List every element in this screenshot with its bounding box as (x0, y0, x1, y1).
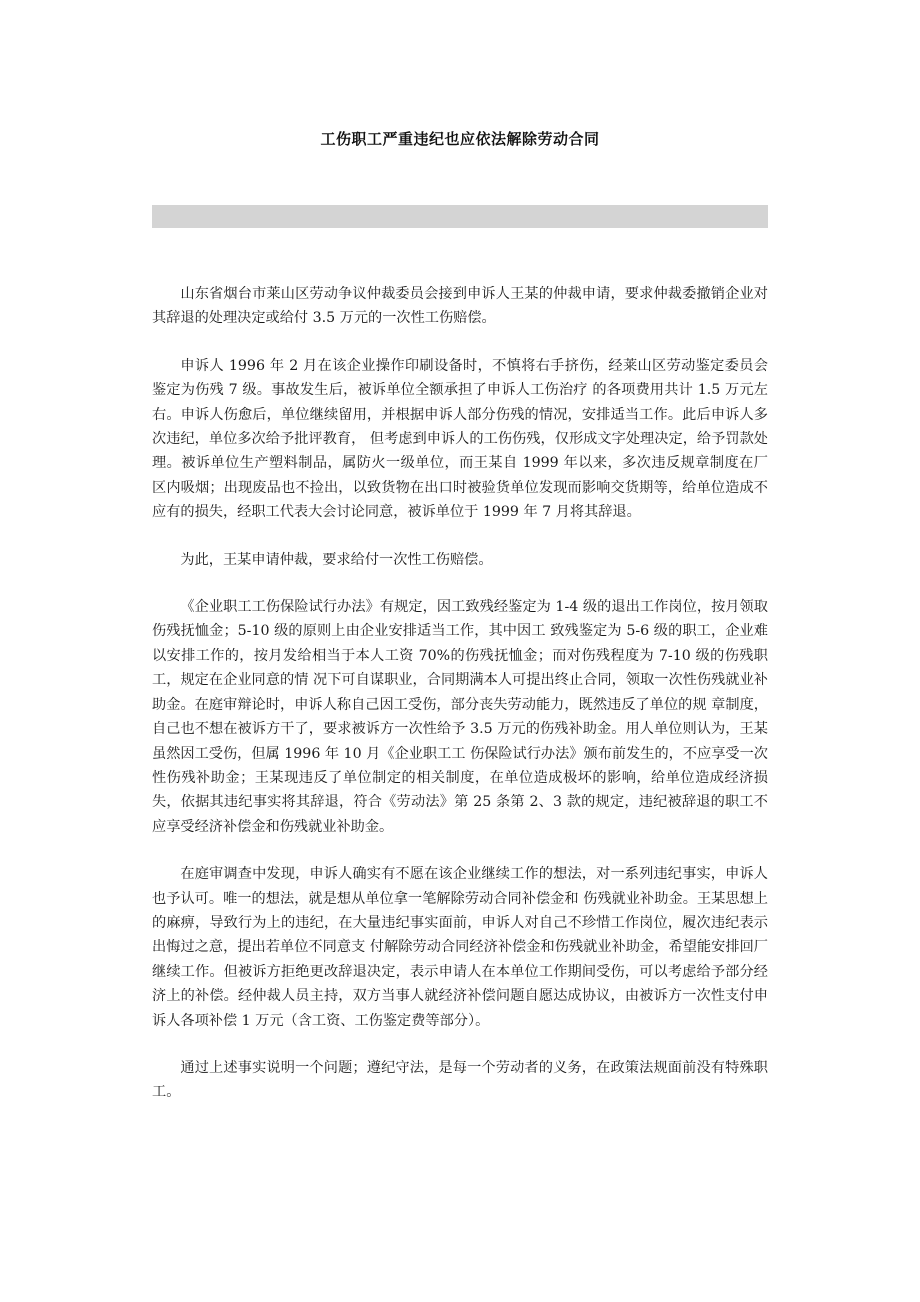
document-body (152, 282, 768, 1105)
header-divider-bar (152, 205, 768, 228)
document-title: 工伤职工严重违纪也应依法解除劳动合同 (320, 130, 600, 148)
document-page (152, 0, 768, 1128)
paragraph: 在庭审调查中发现，申诉人确实有不愿在该企业继续工作的想法，对一系列违纪事实，申诉人也予认可。唯一的想法，就是想从单位拿一笔解除劳动合同补偿金和 伤残就业补助金。王某思想上的麻痹，导致行为上的违纪，在大量违纪事实面前，申诉人对自己不珍惜工作岗位，履次违纪表示出悔过之意，提出若单位不同意支 付解除劳动合同经济补偿金和伤残就业补助金，希望能安排回厂继续工作。但被诉方拒绝更改辞退决定，表示申请人在本单位工作期间受伤，可以考虑给予部分经济上的补偿。经仲裁人员主持，双方当事人就经济补偿问题自愿达成协议，由被诉方一次性支付申诉人各项补偿 1 万元（含工资、工伤鉴定费等部分）。 (152, 866, 768, 1029)
paragraph: 《企业职工工伤保险试行办法》有规定，因工致残经鉴定为 1-4 级的退出工作岗位，按月领取伤残抚恤金；5-10 级的原则上由企业安排适当工作，其中因工 致残鉴定为 5-6 级的职工，企业难以安排工作的，按月发给相当于本人工资 70%的伤残抚恤金；而对伤残程度为 7-10 级的伤残职工，规定在企业同意的情 况下可自谋职业，合同期满本人可提出终止合同，领取一次性伤残就业补助金。在庭审辩论时，申诉人称自己因工受伤，部分丧失劳动能力，既然违反了单位的规 章制度，自己也不想在被诉方干了，要求被诉方一次性给予 3.5 万元的伤残补助金。用人单位则认为，王某虽然因工受伤，但属 1996 年 10 月《企业职工工 伤保险试行办法》颁布前发生的，不应享受一次性伤残补助金；王某现违反了单位制定的相关制度，在单位造成极坏的影响，给单位造成经济损失，依据其违纪事实将其辞退，符合《劳动法》第 25 条第 2、3 款的规定，违纪被辞退的职工不应享受经济补偿金和伤残就业补助金。 (152, 599, 768, 835)
paragraph: 为此，王某申请仲裁，要求给付一次性工伤赔偿。 (180, 551, 493, 568)
paragraph: 申诉人 1996 年 2 月在该企业操作印刷设备时，不慎将右手挤伤，经莱山区劳动鉴定委员会鉴定为伤残 7 级。事故发生后，被诉单位全额承担了申诉人工伤治疗 的各项费用共计 1.5 万元左右。申诉人伤愈后，单位继续留用，并根据申诉人部分伤残的情况，安排适当工作。此后申诉人多次违纪，单位多次给予批评教育， 但考虑到申诉人的工伤伤残，仅形成文字处理决定，给予罚款处理。被诉单位生产塑料制品，属防火一级单位，而王某自 1999 年以来，多次违反规章制度在厂 区内吸烟；出现废品也不捡出，以致货物在出口时被验货单位发现而影响交货期等，给单位造成不应有的损失，经职工代表大会讨论同意，被诉单位于 1999 年 7 月将其辞退。 (152, 357, 768, 521)
paragraph: 山东省烟台市莱山区劳动争议仲裁委员会接到申诉人王某的仲裁申请，要求仲裁委撤销企业对其辞退的处理决定或给付 3.5 万元的一次性工伤赔偿。 (152, 286, 768, 327)
paragraph: 通过上述事实说明一个问题；遵纪守法，是每一个劳动者的义务，在政策法规面前没有特殊职工。 (152, 1059, 768, 1101)
